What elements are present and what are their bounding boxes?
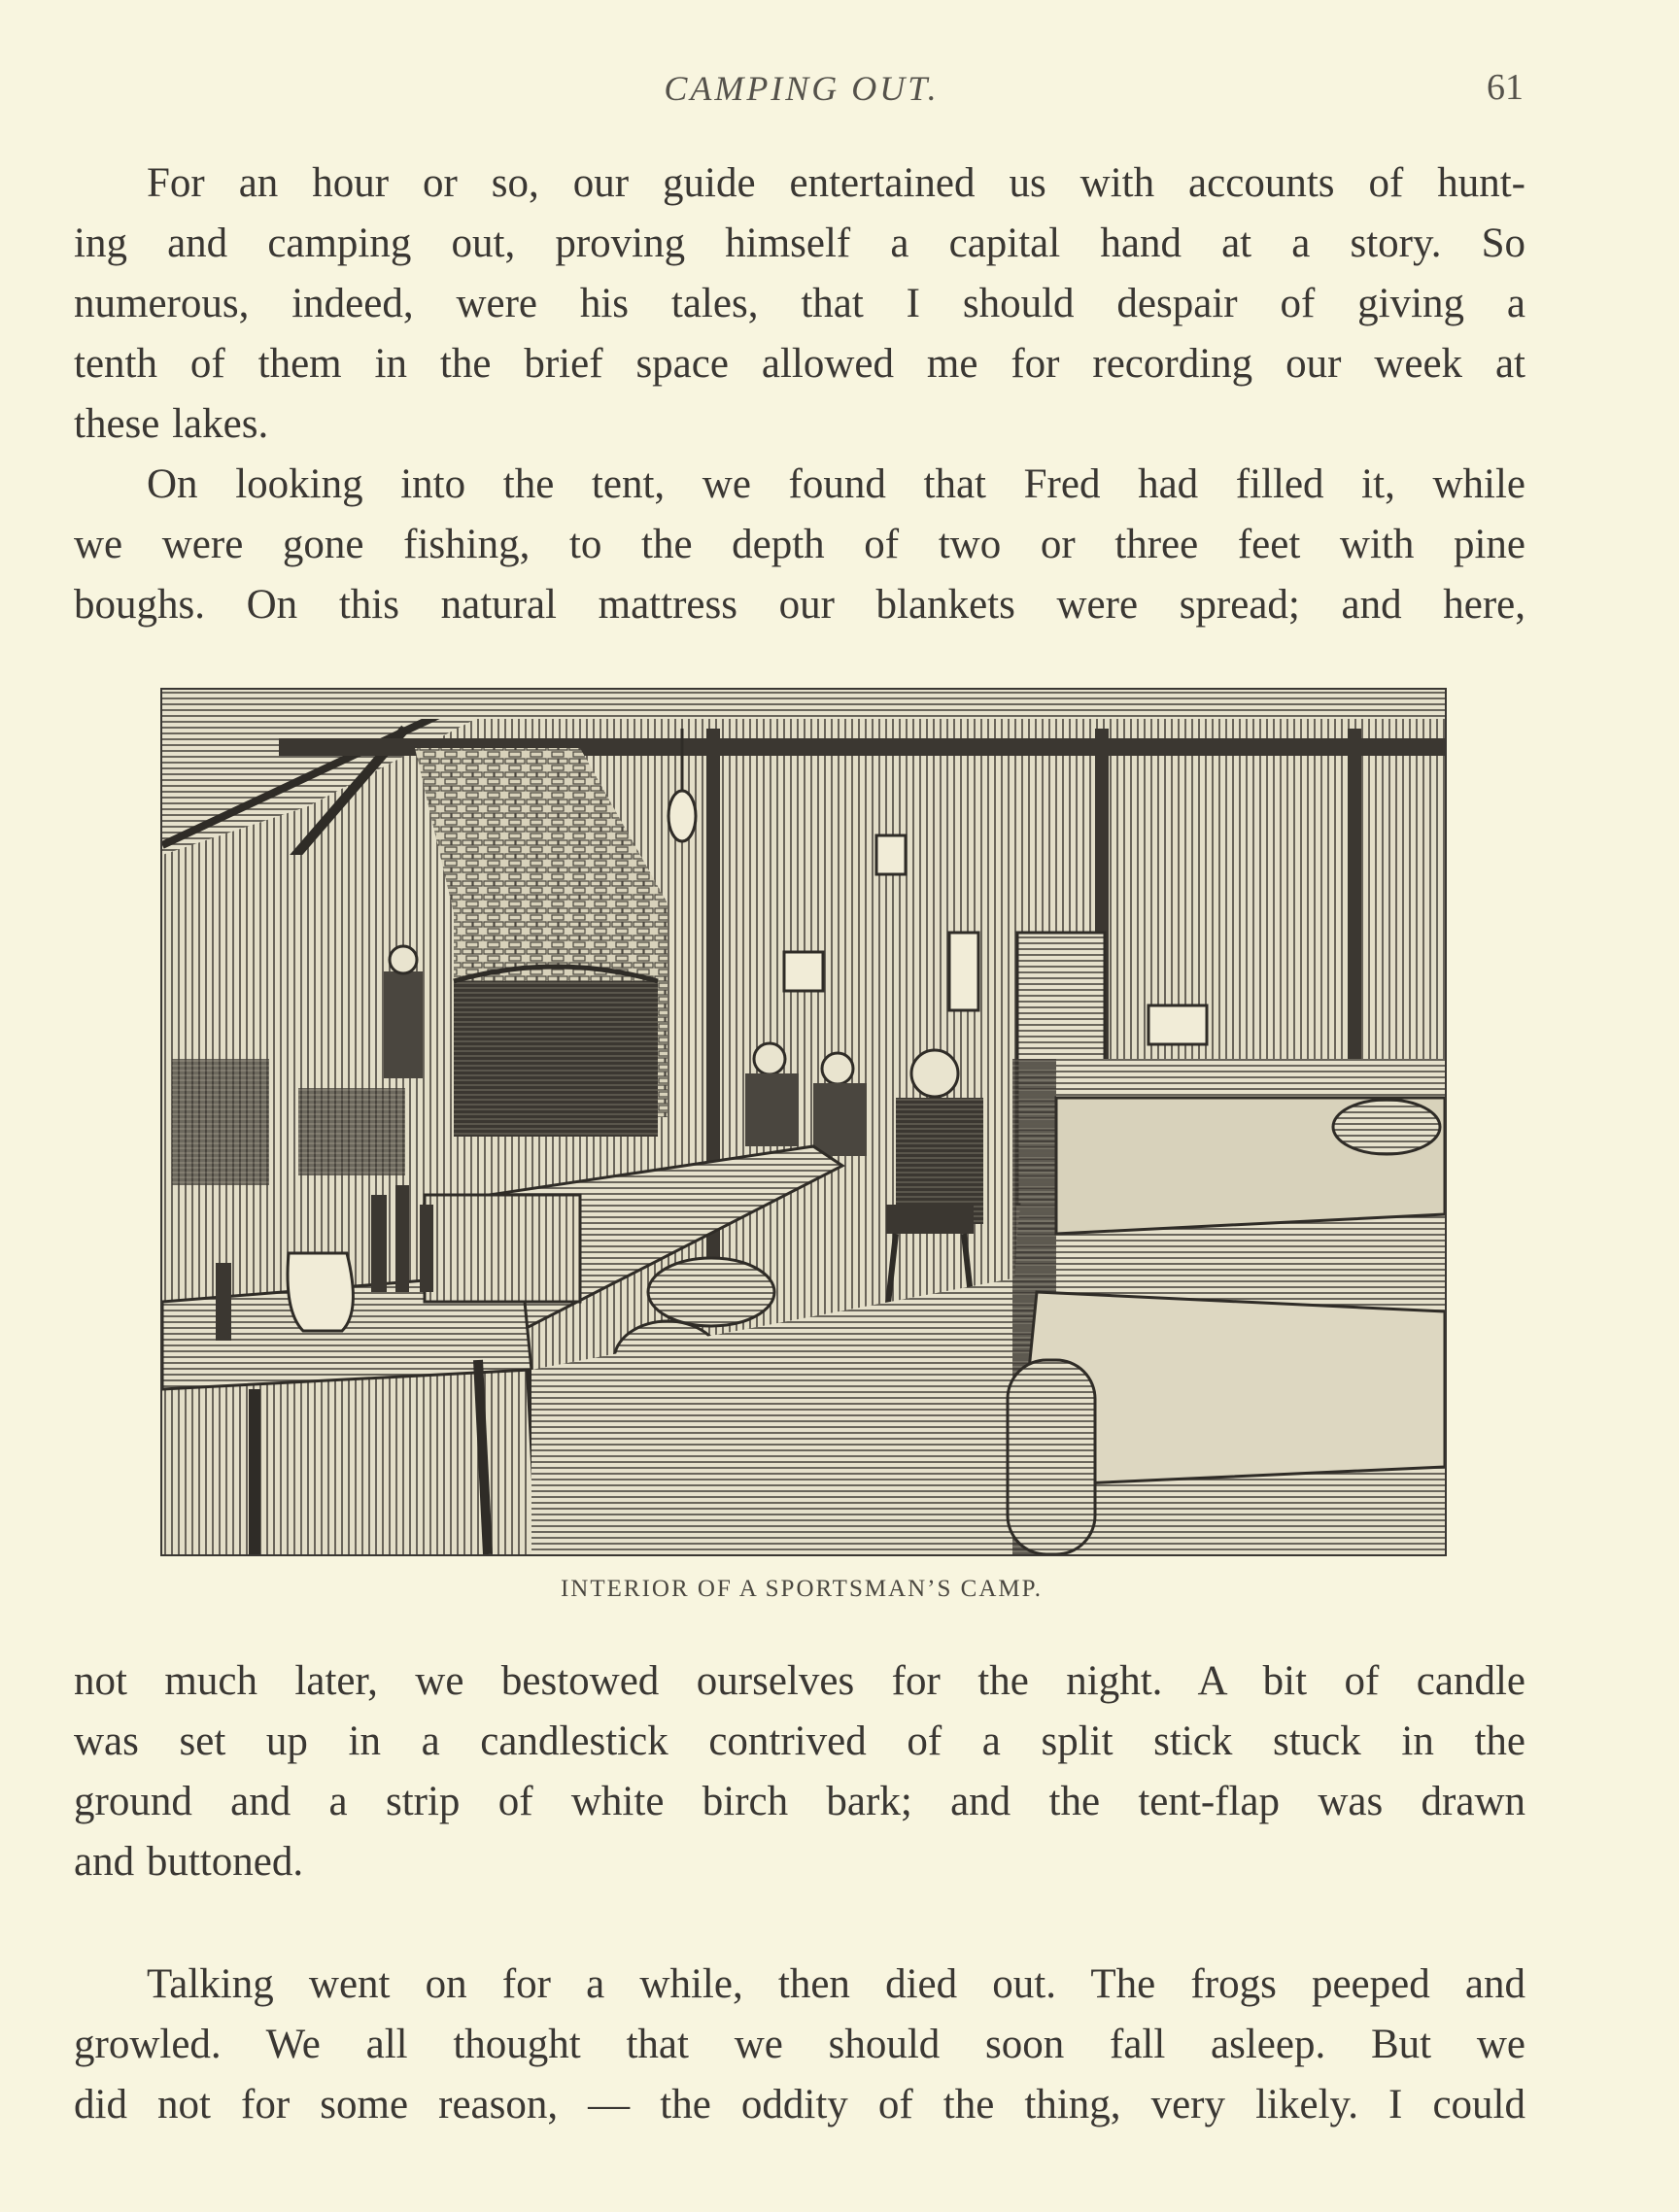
paragraph-2: [74, 455, 1525, 635]
text-line: not much later, we bestowed ourselves for the night. A bit of candle: [74, 1658, 1525, 1704]
page-number: 61: [1487, 67, 1524, 108]
paragraph-1: [74, 153, 1525, 455]
text-line: tenth of them in the brief space allowed me for recording our week at: [74, 341, 1525, 387]
text-line: ing and camping out, proving himself a capital hand at a story. So: [74, 221, 1525, 266]
text-line: numerous, indeed, were his tales, that I should despair of giving a: [74, 281, 1525, 326]
engraving-illustration: [160, 688, 1447, 1556]
text-line: did not for some reason, — the oddity of the thing, very likely. I could: [74, 2082, 1525, 2127]
paragraph-3: [74, 1651, 1525, 1892]
text-line: Talking went on for a while, then died out. The frogs peeped and: [147, 1961, 1525, 2007]
text-line: we were gone fishing, to the depth of two or three feet with pine: [74, 522, 1525, 567]
text-line: was set up in a candlestick contrived of a split stick stuck in the: [74, 1719, 1525, 1764]
text-line: On looking into the tent, we found that Fred had filled it, while: [147, 461, 1525, 507]
figure-caption: INTERIOR OF A SPORTSMAN’S CAMP.: [560, 1576, 1044, 1602]
text-line: ground and a strip of white birch bark; and the tent-flap was drawn: [74, 1779, 1525, 1824]
sportsman-camp-engraving: [162, 690, 1445, 1554]
text-line: boughs. On this natural mattress our blankets were spread; and here,: [74, 582, 1525, 628]
text-line: For an hour or so, our guide entertained us with accounts of hunt-: [147, 160, 1525, 206]
text-line: growled. We all thought that we should soon fall asleep. But we: [74, 2022, 1525, 2067]
text-line: and buttoned.: [74, 1839, 304, 1885]
paragraph-4: [74, 1955, 1525, 2135]
page-header: [0, 68, 1679, 117]
running-title: CAMPING OUT.: [664, 69, 940, 108]
text-line: these lakes.: [74, 401, 269, 447]
